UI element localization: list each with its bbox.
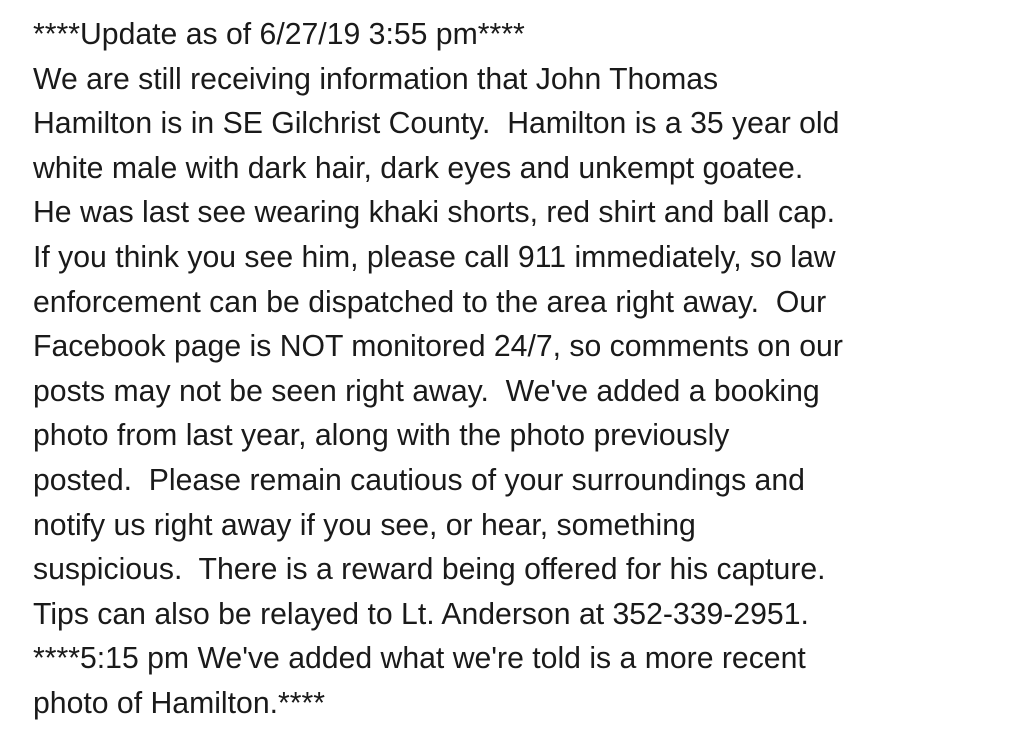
- post-text: [33, 13, 1018, 727]
- post-line: Facebook page is NOT monitored 24/7, so comments on our: [33, 330, 843, 364]
- post-line: enforcement can be dispatched to the area right away. Our: [33, 285, 827, 319]
- post-line: We are still receiving information that John Thomas: [33, 62, 719, 96]
- post-line-later-update: ****5:15 pm We've added what we're told is a more recent: [33, 642, 806, 676]
- post-line-later-update: photo of Hamilton.****: [33, 686, 325, 720]
- post-line: posted. Please remain cautious of your surroundings and: [33, 463, 805, 497]
- post-line: He was last see wearing khaki shorts, red shirt and ball cap.: [33, 196, 836, 230]
- post-line: suspicious. There is a reward being offered for his capture.: [33, 553, 826, 587]
- post-line: If you think you see him, please call 911 immediately, so law: [33, 240, 836, 274]
- post-line: photo from last year, along with the photo previously: [33, 419, 730, 453]
- post-line: posts may not be seen right away. We've added a booking: [33, 374, 820, 408]
- post-line: Hamilton is in SE Gilchrist County. Hamilton is a 35 year old: [33, 107, 840, 141]
- post-line-update-header: ****Update as of 6/27/19 3:55 pm****: [33, 18, 525, 51]
- post-line: white male with dark hair, dark eyes and unkempt goatee.: [33, 151, 804, 185]
- post-line: Tips can also be relayed to Lt. Anderson at 352-339-2951.: [33, 597, 809, 631]
- post-line: notify us right away if you see, or hear, something: [33, 508, 696, 542]
